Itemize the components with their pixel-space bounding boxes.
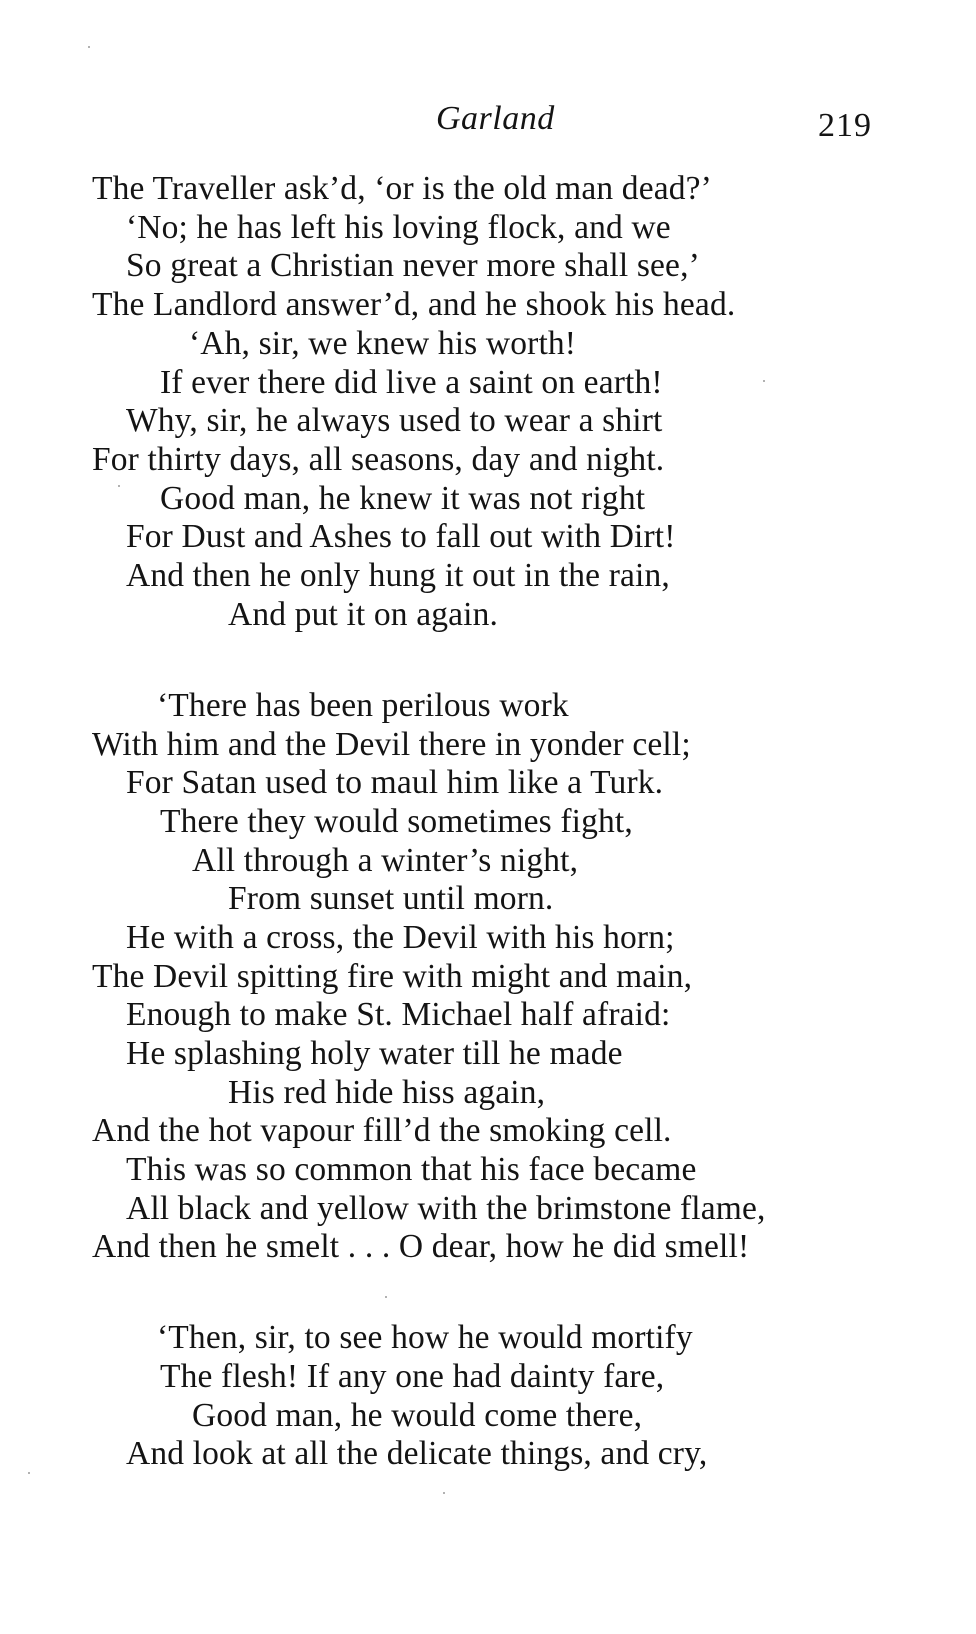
poem-line: All black and yellow with the brimstone flame, xyxy=(126,1190,766,1227)
scan-speck xyxy=(385,1296,387,1298)
running-title: Garland xyxy=(436,100,555,137)
poem-line: He with a cross, the Devil with his horn; xyxy=(126,919,675,956)
poem-line: ‘Then, sir, to see how he would mortify xyxy=(157,1319,693,1356)
scan-speck xyxy=(88,46,90,48)
scan-speck xyxy=(28,1472,30,1474)
poem-line: And the hot vapour fill’d the smoking cell. xyxy=(92,1112,672,1149)
poem-line: For Satan used to maul him like a Turk. xyxy=(126,764,664,801)
poem-line: The Traveller ask’d, ‘or is the old man dead?’ xyxy=(92,170,712,207)
poem-line: This was so common that his face became xyxy=(126,1151,697,1188)
poem-line: With him and the Devil there in yonder cell; xyxy=(92,726,691,763)
poem-line: Why, sir, he always used to wear a shirt xyxy=(126,402,663,439)
poem-line: He splashing holy water till he made xyxy=(126,1035,623,1072)
scan-speck xyxy=(443,1492,445,1494)
poem-line: From sunset until morn. xyxy=(228,880,554,917)
poem-line: Good man, he knew it was not right xyxy=(160,480,646,517)
poem-line: Good man, he would come there, xyxy=(192,1397,643,1434)
poem-line: So great a Christian never more shall see,’ xyxy=(126,247,700,284)
poem-line: For Dust and Ashes to fall out with Dirt! xyxy=(126,518,676,555)
page-number: 219 xyxy=(818,107,872,144)
poem-line: For thirty days, all seasons, day and night. xyxy=(92,441,665,478)
poem-line: And look at all the delicate things, and cry, xyxy=(126,1435,708,1472)
poem-line: ‘Ah, sir, we knew his worth! xyxy=(189,325,577,362)
poem-line: ‘No; he has left his loving flock, and we xyxy=(126,209,671,246)
scan-speck xyxy=(118,485,120,487)
poem-line: The flesh! If any one had dainty fare, xyxy=(160,1358,665,1395)
poem-line: And put it on again. xyxy=(228,596,499,633)
poem-line: All through a winter’s night, xyxy=(192,842,579,879)
poem-line: There they would sometimes fight, xyxy=(160,803,633,840)
scan-speck xyxy=(763,380,765,382)
poem-line: The Landlord answer’d, and he shook his head. xyxy=(92,286,736,323)
poem-line: His red hide hiss again, xyxy=(228,1074,546,1111)
poem-line: And then he smelt . . . O dear, how he did smell! xyxy=(92,1228,750,1265)
poem-line: If ever there did live a saint on earth! xyxy=(160,364,663,401)
poem-line: ‘There has been perilous work xyxy=(157,687,569,724)
poem-line: Enough to make St. Michael half afraid: xyxy=(126,996,671,1033)
poem-line: The Devil spitting fire with might and main, xyxy=(92,958,693,995)
poem-line: And then he only hung it out in the rain, xyxy=(126,557,670,594)
